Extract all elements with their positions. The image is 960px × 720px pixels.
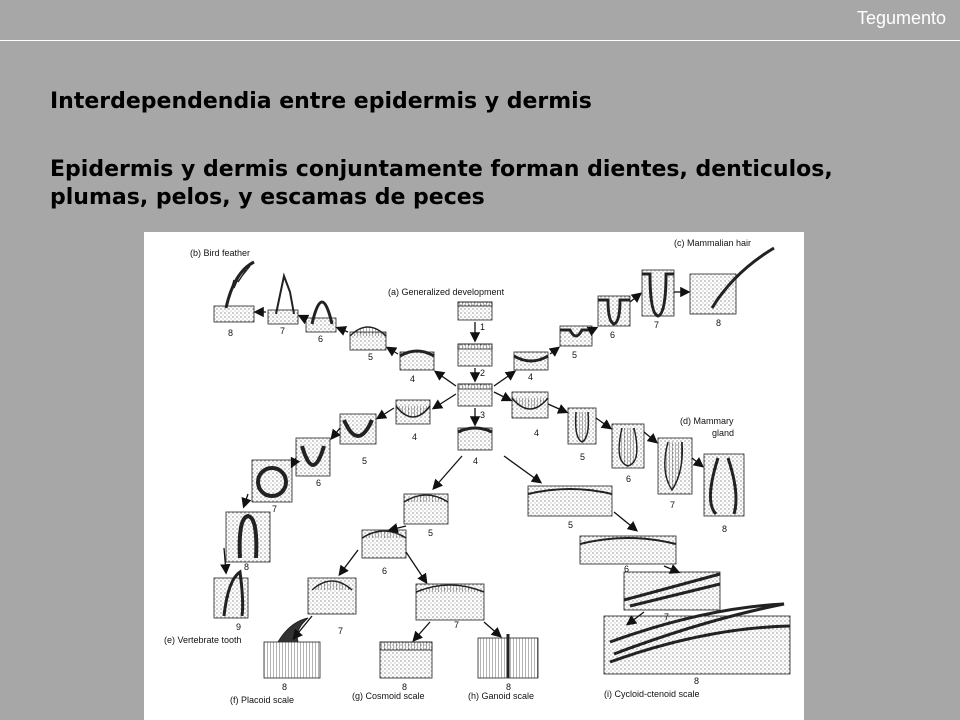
slide-title: Interdependendia entre epidermis y dermis: [50, 89, 592, 114]
stage-number: 8: [244, 562, 250, 572]
label-mammary: (d) Mammary: [680, 416, 734, 426]
stage-number: 5: [362, 456, 368, 466]
bud-b7: [276, 276, 294, 314]
stage-number: 5: [428, 528, 434, 538]
stage-number: 7: [454, 620, 460, 630]
label-generalized-development: (a) Generalized development: [388, 287, 505, 297]
bud-d5: [576, 412, 589, 442]
slide-subtitle: Epidermis y dermis conjuntamente forman dientes, denticulos, plumas, pelos, y escamas de peces: [50, 157, 833, 210]
label-ganoid-scale: (h) Ganoid scale: [468, 691, 535, 701]
denticle-f8: [278, 618, 308, 642]
layer-g8: [380, 642, 432, 650]
stage-number: 6: [624, 564, 630, 574]
stage-number: 4: [473, 456, 479, 466]
stage-number: 7: [338, 626, 344, 636]
label-cosmoid-scale: (g) Cosmoid scale: [352, 691, 425, 701]
stage-number: 5: [572, 350, 578, 360]
stage-number: 6: [316, 478, 322, 488]
stage-number: 6: [382, 566, 388, 576]
stage-number: 8: [282, 682, 288, 692]
stage-number: 8: [402, 682, 408, 692]
epidermis-a1: [458, 302, 492, 306]
tissue-b8: [214, 306, 254, 322]
stage-number: 4: [410, 374, 416, 384]
tissue-e5: [340, 414, 376, 444]
tissue-blocks: [214, 248, 790, 678]
stage-number: 4: [534, 428, 540, 438]
bud-b5: [350, 327, 386, 336]
development-figure: [144, 232, 804, 720]
epidermis-a3: [458, 384, 492, 389]
slide-header: [0, 0, 960, 40]
label-bird-feather: (b) Bird feather: [190, 248, 251, 258]
development-diagram: [144, 232, 804, 720]
label-gland: gland: [712, 428, 735, 438]
stage-number: 4: [528, 372, 534, 382]
stage-number: 8: [228, 328, 234, 338]
stage-number: 8: [716, 318, 722, 328]
stage-number: 2: [480, 368, 486, 378]
stage-number: 4: [412, 432, 418, 442]
stage-number: 5: [368, 352, 374, 362]
stage-number: 8: [694, 676, 700, 686]
label-mammalian-hair: (c) Mammalian hair: [674, 238, 752, 248]
stage-number: 8: [722, 524, 728, 534]
stage-number: 6: [610, 330, 616, 340]
stage-number: 5: [568, 520, 574, 530]
feather-b8: [226, 262, 254, 308]
epidermis-a2: [458, 344, 492, 349]
label-placoid-scale: (f) Placoid scale: [230, 695, 295, 705]
stage-number: 7: [280, 326, 286, 336]
stage-number: 1: [480, 322, 486, 332]
header-divider: [0, 40, 960, 41]
stage-number: 3: [480, 410, 486, 420]
tissue-f8: [264, 642, 320, 678]
stage-number: 9: [236, 622, 242, 632]
stage-number: 5: [580, 452, 586, 462]
tissue-c7: [642, 270, 674, 316]
bud-d6: [619, 428, 637, 466]
section-label: Tegumento: [856, 8, 946, 28]
label-vertebrate-tooth: (e) Vertebrate tooth: [164, 635, 242, 645]
stage-number: 7: [664, 612, 670, 622]
label-cycloid-ctenoid-scale: (i) Cycloid-ctenoid scale: [604, 689, 700, 699]
stage-number: 7: [654, 320, 660, 330]
tissue-e8: [226, 512, 270, 562]
tissue-e6: [296, 438, 330, 476]
stage-number: 6: [318, 334, 324, 344]
stage-number: 7: [272, 504, 278, 514]
stage-number: 7: [670, 500, 676, 510]
stage-number: 6: [626, 474, 632, 484]
stage-number: 8: [506, 682, 512, 692]
